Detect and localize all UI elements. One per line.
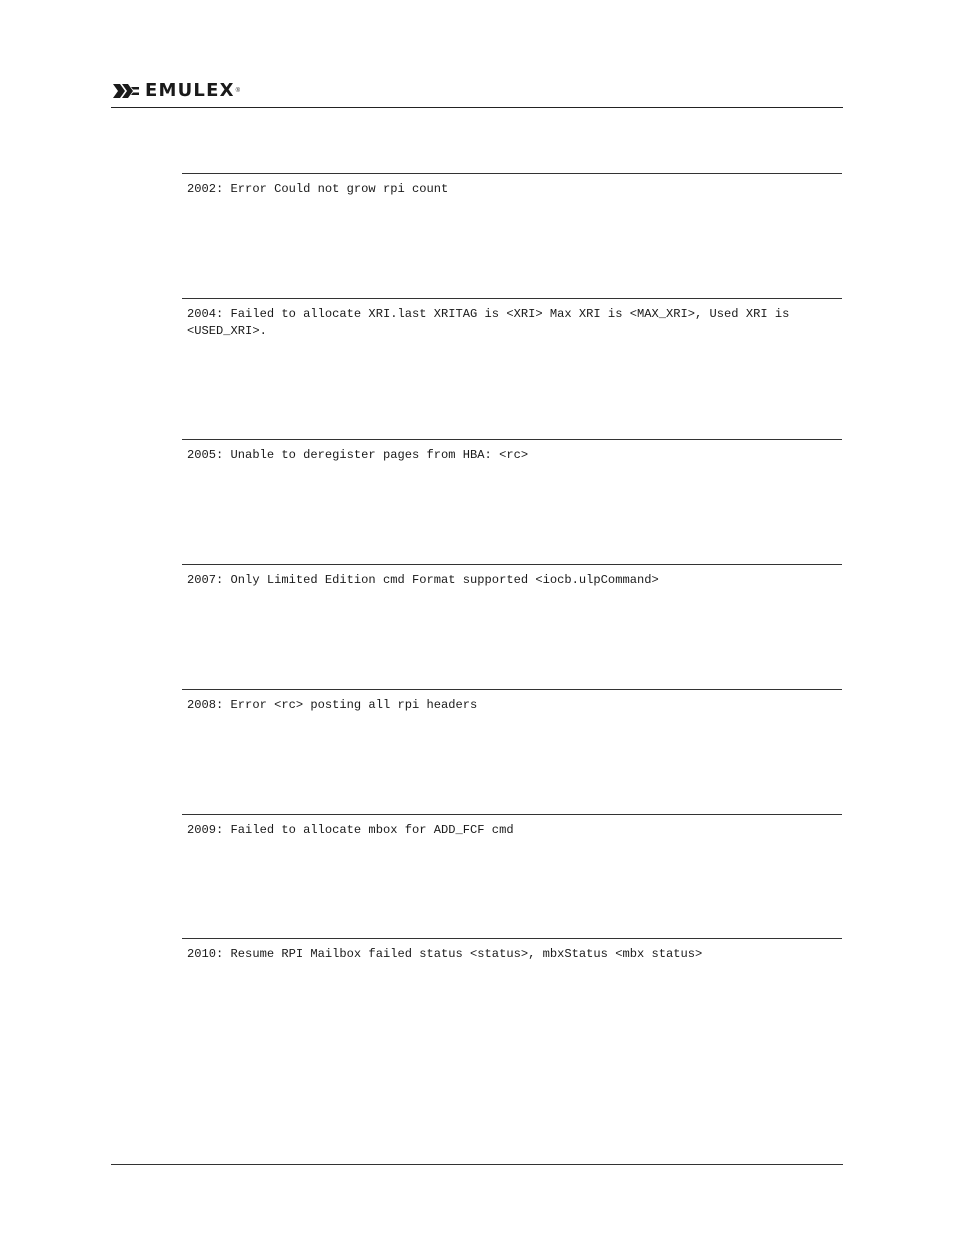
message-text: 2008: Error <rc> posting all rpi headers	[187, 698, 478, 712]
message-entry	[182, 938, 842, 963]
message-text: 2009: Failed to allocate mbox for ADD_FCF cmd	[187, 823, 514, 837]
message-entry	[182, 564, 842, 589]
brand-name: EMULEX	[145, 80, 235, 101]
message-entry	[182, 689, 842, 714]
message-text: 2004: Failed to allocate XRI.last XRITAG is <XRI> Max XRI is <MAX_XRI>, Used XRI is <USED_XRI>.	[187, 307, 797, 338]
message-text: 2005: Unable to deregister pages from HBA: <rc>	[187, 448, 529, 462]
message-text: 2002: Error Could not grow rpi count	[187, 182, 449, 196]
message-text: 2010: Resume RPI Mailbox failed status <status>, mbxStatus <mbx status>	[187, 947, 703, 961]
message-entry	[182, 298, 842, 340]
page-header	[111, 78, 843, 109]
trademark-symbol: ®	[235, 88, 241, 94]
message-entry	[182, 814, 842, 839]
footer-divider	[111, 1164, 843, 1165]
emulex-logo	[111, 80, 240, 102]
message-entry	[182, 439, 842, 464]
message-entry	[182, 173, 842, 198]
emulex-logo-icon	[111, 81, 141, 101]
header-divider	[111, 107, 843, 108]
message-text: 2007: Only Limited Edition cmd Format supported <iocb.ulpCommand>	[187, 573, 659, 587]
